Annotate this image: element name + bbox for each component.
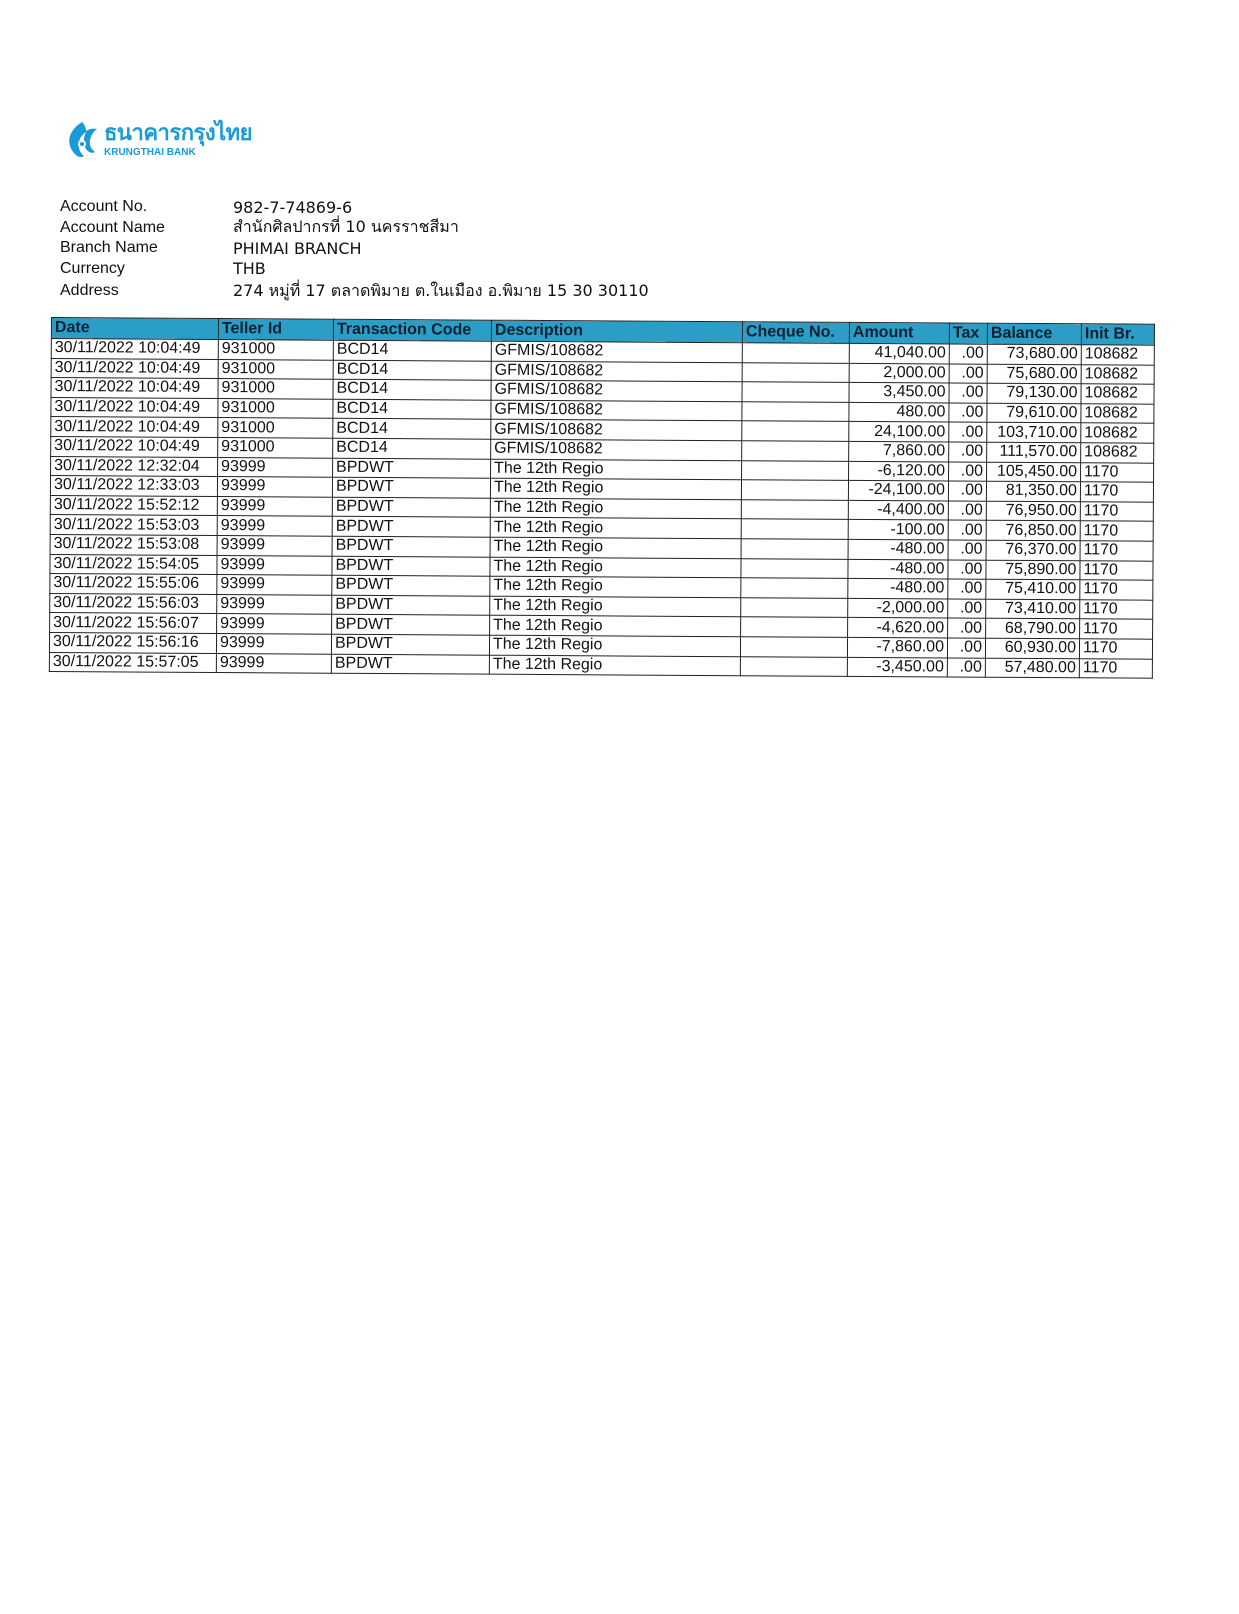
balance-cell: 76,370.00 <box>986 540 1080 560</box>
balance-cell: 75,890.00 <box>986 560 1080 580</box>
date-cell: 30/11/2022 15:53:03 <box>50 515 217 536</box>
transaction-code-cell: BPDWT <box>332 575 490 596</box>
teller-id-cell: 93999 <box>217 594 332 614</box>
cheque-no-cell <box>742 460 849 480</box>
teller-id-cell: 93999 <box>217 535 332 555</box>
teller-id-cell: 931000 <box>218 418 333 438</box>
init-br-cell: 1170 <box>1080 502 1153 522</box>
teller-id-cell: 93999 <box>217 555 332 575</box>
init-br-cell: 1170 <box>1080 600 1153 620</box>
cheque-no-cell <box>741 558 848 578</box>
col-header-cheque-no: Cheque No. <box>742 322 849 344</box>
balance-cell: 60,930.00 <box>985 638 1079 658</box>
amount-cell: 3,450.00 <box>849 383 949 403</box>
teller-id-cell: 931000 <box>218 437 333 457</box>
date-cell: 30/11/2022 15:57:05 <box>49 652 216 673</box>
date-cell: 30/11/2022 15:54:05 <box>50 554 217 575</box>
date-cell: 30/11/2022 15:52:12 <box>50 495 217 516</box>
teller-id-cell: 93999 <box>218 457 333 477</box>
amount-cell: -100.00 <box>848 520 948 540</box>
branch-name-value: PHIMAI BRANCH <box>233 238 362 258</box>
currency-row <box>60 259 649 280</box>
tax-cell: .00 <box>947 638 985 658</box>
description-cell: The 12th Regio <box>489 655 740 676</box>
date-cell: 30/11/2022 12:32:04 <box>51 456 218 477</box>
tax-cell: .00 <box>948 599 986 619</box>
amount-cell: -2,000.00 <box>848 598 948 618</box>
init-br-cell: 1170 <box>1079 639 1152 659</box>
cheque-no-cell <box>742 402 849 422</box>
teller-id-cell: 931000 <box>218 359 333 379</box>
cheque-no-cell <box>741 539 848 559</box>
amount-cell: -480.00 <box>848 559 948 579</box>
balance-cell: 73,410.00 <box>986 599 1080 619</box>
transaction-code-cell: BCD14 <box>333 438 491 459</box>
date-cell: 30/11/2022 10:04:49 <box>51 397 218 418</box>
cheque-no-cell <box>741 499 848 519</box>
bank-name-thai: ธนาคารกรุงไทย <box>104 120 253 146</box>
tax-cell: .00 <box>949 403 987 423</box>
col-header-init-br: Init Br. <box>1081 324 1154 345</box>
transaction-code-cell: BPDWT <box>332 595 490 616</box>
balance-cell: 81,350.00 <box>986 481 1080 501</box>
address-row <box>60 281 649 302</box>
description-cell: GFMIS/108682 <box>491 380 742 401</box>
description-cell: GFMIS/108682 <box>491 400 742 421</box>
init-br-cell: 1170 <box>1080 482 1153 502</box>
init-br-cell: 1170 <box>1080 580 1153 600</box>
description-cell: The 12th Regio <box>490 537 741 558</box>
init-br-cell: 108682 <box>1081 364 1154 384</box>
cheque-no-cell <box>742 421 849 441</box>
description-cell: GFMIS/108682 <box>491 341 742 362</box>
cheque-no-cell <box>741 578 848 598</box>
date-cell: 30/11/2022 12:33:03 <box>50 476 217 497</box>
tax-cell: .00 <box>949 364 987 384</box>
transaction-code-cell: BPDWT <box>332 477 490 498</box>
account-no-label: Account No. <box>60 198 148 216</box>
cheque-no-cell <box>740 656 847 676</box>
bank-logo <box>64 120 252 160</box>
tax-cell: .00 <box>948 579 986 599</box>
teller-id-cell: 931000 <box>218 379 333 399</box>
init-br-cell: 1170 <box>1080 619 1153 639</box>
balance-cell: 105,450.00 <box>987 462 1081 482</box>
description-cell: GFMIS/108682 <box>491 439 742 460</box>
tax-cell: .00 <box>948 618 986 638</box>
teller-id-cell: 93999 <box>217 575 332 595</box>
tax-cell: .00 <box>948 481 986 501</box>
description-cell: GFMIS/108682 <box>491 361 742 382</box>
date-cell: 30/11/2022 10:04:49 <box>51 339 218 360</box>
address-label: Address <box>60 282 119 300</box>
col-header-tax: Tax <box>949 323 987 344</box>
description-cell: The 12th Regio <box>490 576 741 597</box>
col-header-transaction-code: Transaction Code <box>333 319 491 341</box>
col-header-amount: Amount <box>849 322 949 344</box>
balance-cell: 79,610.00 <box>987 403 1081 423</box>
init-br-cell: 108682 <box>1081 443 1154 463</box>
cheque-no-cell <box>742 441 849 461</box>
cheque-no-cell <box>742 382 849 402</box>
tax-cell: .00 <box>949 383 987 403</box>
tax-cell: .00 <box>949 442 987 462</box>
amount-cell: -24,100.00 <box>848 481 948 501</box>
account-name-label: Account Name <box>60 218 165 236</box>
description-cell: The 12th Regio <box>490 557 741 578</box>
amount-cell: 24,100.00 <box>849 422 949 442</box>
col-header-balance: Balance <box>987 323 1081 345</box>
amount-cell: 2,000.00 <box>849 363 949 383</box>
init-br-cell: 1170 <box>1080 541 1153 561</box>
description-cell: The 12th Regio <box>489 635 740 656</box>
init-br-cell: 1170 <box>1080 560 1153 580</box>
transaction-code-cell: BPDWT <box>332 536 490 557</box>
date-cell: 30/11/2022 15:56:07 <box>50 613 217 634</box>
account-name-row <box>60 218 649 239</box>
currency-label: Currency <box>60 259 125 277</box>
amount-cell: -4,400.00 <box>848 500 948 520</box>
tax-cell: .00 <box>949 462 987 482</box>
col-header-teller-id: Teller Id <box>218 319 333 341</box>
account-name-value: สำนักศิลปากรที่ 10 นครราชสีมา <box>233 217 459 237</box>
transaction-code-cell: BCD14 <box>333 340 491 361</box>
transaction-code-cell: BPDWT <box>333 458 491 479</box>
date-cell: 30/11/2022 15:55:06 <box>50 574 217 595</box>
bank-name-english: KRUNGTHAI BANK <box>104 146 196 158</box>
transaction-code-cell: BPDWT <box>332 615 490 636</box>
description-cell: GFMIS/108682 <box>491 420 742 441</box>
cheque-no-cell <box>742 362 849 382</box>
balance-cell: 103,710.00 <box>987 423 1081 443</box>
teller-id-cell: 93999 <box>216 653 331 673</box>
account-info <box>60 197 649 302</box>
init-br-cell: 1170 <box>1079 658 1152 678</box>
amount-cell: -4,620.00 <box>848 618 948 638</box>
amount-cell: -480.00 <box>848 578 948 598</box>
cheque-no-cell <box>740 637 847 657</box>
transaction-code-cell: BPDWT <box>332 517 490 538</box>
transaction-code-cell: BCD14 <box>333 379 491 400</box>
date-cell: 30/11/2022 10:04:49 <box>51 378 218 399</box>
description-cell: The 12th Regio <box>491 459 742 480</box>
teller-id-cell: 93999 <box>217 477 332 497</box>
description-cell: The 12th Regio <box>490 478 741 499</box>
balance-cell: 57,480.00 <box>985 658 1079 678</box>
amount-cell: -7,860.00 <box>847 637 947 657</box>
branch-name-label: Branch Name <box>60 239 158 257</box>
date-cell: 30/11/2022 15:56:16 <box>49 632 216 653</box>
date-cell: 30/11/2022 15:56:03 <box>50 593 217 614</box>
init-br-cell: 108682 <box>1081 384 1154 404</box>
date-cell: 30/11/2022 15:53:08 <box>50 534 217 555</box>
teller-id-cell: 931000 <box>218 340 333 360</box>
teller-id-cell: 931000 <box>218 398 333 418</box>
amount-cell: 41,040.00 <box>849 343 949 363</box>
transaction-code-cell: BCD14 <box>333 419 491 440</box>
branch-name-row <box>60 238 649 259</box>
cheque-no-cell <box>741 617 848 637</box>
amount-cell: -480.00 <box>848 539 948 559</box>
amount-cell: -3,450.00 <box>847 657 947 677</box>
transaction-table <box>49 317 1155 679</box>
account-no-value: 982-7-74869-6 <box>233 197 353 217</box>
transaction-code-cell: BPDWT <box>331 634 489 655</box>
krungthai-bird-icon <box>64 120 100 160</box>
tax-cell: .00 <box>948 560 986 580</box>
description-cell: The 12th Regio <box>490 596 741 617</box>
init-br-cell: 1170 <box>1080 521 1153 541</box>
tax-cell: .00 <box>949 422 987 442</box>
tax-cell: .00 <box>947 657 985 677</box>
cheque-no-cell <box>742 343 849 363</box>
tax-cell: .00 <box>948 520 986 540</box>
transaction-code-cell: BPDWT <box>332 556 490 577</box>
tax-cell: .00 <box>949 344 987 364</box>
init-br-cell: 108682 <box>1081 404 1154 424</box>
balance-cell: 76,950.00 <box>986 501 1080 521</box>
cheque-no-cell <box>741 597 848 617</box>
teller-id-cell: 93999 <box>216 633 331 653</box>
balance-cell: 73,680.00 <box>987 344 1081 364</box>
tax-cell: .00 <box>948 501 986 521</box>
amount-cell: 480.00 <box>849 402 949 422</box>
balance-cell: 75,680.00 <box>987 364 1081 384</box>
init-br-cell: 108682 <box>1081 345 1154 365</box>
description-cell: The 12th Regio <box>490 518 741 539</box>
col-header-date: Date <box>51 318 218 340</box>
balance-cell: 79,130.00 <box>987 383 1081 403</box>
init-br-cell: 1170 <box>1081 462 1154 482</box>
cheque-no-cell <box>741 519 848 539</box>
balance-cell: 68,790.00 <box>986 619 1080 639</box>
tax-cell: .00 <box>948 540 986 560</box>
transaction-code-cell: BPDWT <box>331 654 489 675</box>
balance-cell: 111,570.00 <box>987 442 1081 462</box>
transaction-code-cell: BPDWT <box>332 497 490 518</box>
date-cell: 30/11/2022 10:04:49 <box>51 417 218 438</box>
balance-cell: 76,850.00 <box>986 521 1080 541</box>
description-cell: The 12th Regio <box>490 615 741 636</box>
init-br-cell: 108682 <box>1081 423 1154 443</box>
cheque-no-cell <box>741 480 848 500</box>
date-cell: 30/11/2022 10:04:49 <box>51 436 218 457</box>
teller-id-cell: 93999 <box>217 614 332 634</box>
amount-cell: 7,860.00 <box>849 441 949 461</box>
description-cell: The 12th Regio <box>490 498 741 519</box>
col-header-description: Description <box>491 320 742 343</box>
transaction-code-cell: BCD14 <box>333 360 491 381</box>
teller-id-cell: 93999 <box>217 496 332 516</box>
table-body <box>49 339 1154 679</box>
date-cell: 30/11/2022 10:04:49 <box>51 358 218 379</box>
address-value: 274 หมู่ที่ 17 ตลาดพิมาย ต.ในเมือง อ.พิมาย 15 30 30110 <box>233 280 649 300</box>
amount-cell: -6,120.00 <box>849 461 949 481</box>
transaction-code-cell: BCD14 <box>333 399 491 420</box>
teller-id-cell: 93999 <box>217 516 332 536</box>
balance-cell: 75,410.00 <box>986 579 1080 599</box>
currency-value: THB <box>233 259 266 279</box>
